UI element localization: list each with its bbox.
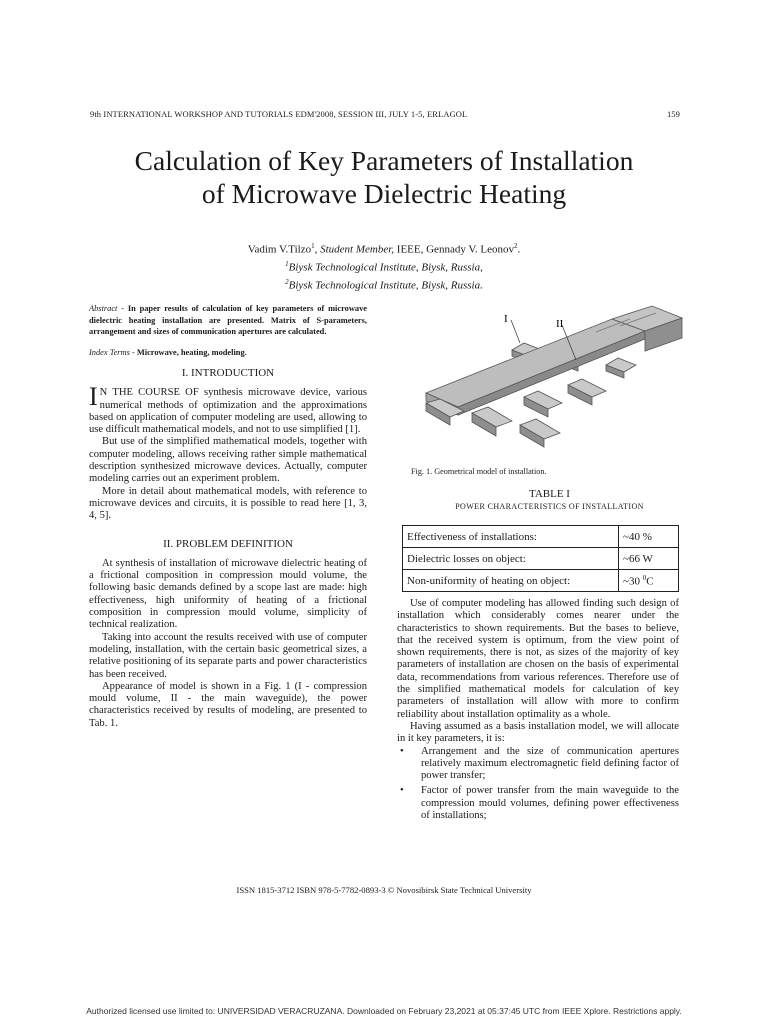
list-item: • Arrangement and the size of communication apertures relatively maximum electromagnetic field defining factor of power transfer; — [397, 746, 679, 783]
aff1-text: Biysk Technological Institute, Biysk, Russia, — [288, 261, 483, 274]
intro-caps: N THE COURSE OF — [99, 387, 199, 399]
page-number: 159 — [666, 109, 680, 119]
section-heading-introduction: I. INTRODUCTION — [181, 367, 275, 379]
table-subtitle: POWER CHARACTERISTICS OF INSTALLATION — [455, 502, 644, 511]
list-item: • Factor of power transfer from the main waveguide to the compression mould volumes, defining power effectiveness of installations; — [397, 785, 679, 822]
intro-paragraph-1 — [89, 382, 368, 436]
mould-volume-front-2 — [472, 407, 512, 436]
author-1-sup: 1 — [311, 242, 315, 250]
intro-paragraph-2: But use of the simplified mathematical models, together with computer modeling, allows receiving rather simple mathematical description synthesized microwave devices. Actually, computer modeling carries out an experiment problem. — [89, 436, 367, 485]
conference-line: 9th INTERNATIONAL WORKSHOP AND TUTORIALS EDM'2008, SESSION III, JULY 1-5, ERLAGOL — [90, 109, 468, 119]
value-unit: C — [646, 575, 654, 588]
index-terms-label: Index Terms — [89, 347, 130, 357]
table-cell-label: Effectiveness of installations: — [403, 526, 619, 548]
key-parameter-list — [397, 746, 679, 823]
aff2-text: Biysk Technological Institute, Biysk, Russia. — [288, 279, 483, 292]
aff2-sup: 2 — [285, 278, 289, 287]
abstract — [89, 303, 367, 338]
table-cell-label: Non-uniformity of heating on object: — [403, 570, 619, 592]
leader-line-1 — [511, 320, 520, 343]
author-names — [40, 239, 728, 257]
table-cell-value — [619, 570, 679, 592]
mould-volume-front-3 — [520, 419, 560, 447]
figure-label-1: I — [504, 313, 508, 325]
problem-paragraph-2: Taking into account the results received with use of computer modeling, installation, with the certain basic geometrical sizes, a relative positioning of its separate parts and power characteristics has been received. — [89, 631, 367, 680]
mould-volume-back-3 — [606, 358, 636, 378]
table-cell-label: Dielectric losses on object: — [403, 548, 619, 570]
installation-model-figure — [420, 305, 690, 455]
section-heading-problem: II. PROBLEM DEFINITION — [163, 537, 293, 550]
table-row — [403, 526, 679, 548]
left-column — [89, 303, 367, 730]
value-number: ~30 — [623, 575, 643, 588]
mould-volume-front-5 — [524, 391, 562, 417]
right-column — [397, 598, 679, 822]
authorization-notice: Authorized licensed use limited to: UNIVERSIDAD VERACRUZANA. Downloaded on February 23,2021 at 05:37:45 UTC from IEEE Xplore. Restrictions apply. — [86, 1006, 682, 1016]
table-title: TABLE I — [529, 488, 570, 500]
intro-p1-text: synthesis microwave device, various numerical methods of optimization and the approximations based on application of computer modeling are used, allowing to use difficult mathematical models, and not to use simplified [1]. — [89, 387, 368, 436]
index-terms-text: Microwave, heating, modeling. — [136, 347, 247, 357]
abstract-text: In paper results of calculation of key parameters of microwave dielectric heating installation are presented. Matrix of S-parameters, arrangement and sizes of communication apertures are calculated. — [89, 304, 367, 336]
aff1-sup: 1 — [285, 260, 289, 269]
issn-footer: ISSN 1815-3712 ISBN 978-5-7782-0893-3 © Novosibirsk State Technical University — [236, 885, 532, 895]
power-characteristics-table — [402, 525, 679, 592]
author-2: IEEE, Gennady V. Leonov — [394, 243, 515, 256]
figure-caption: Fig. 1. Geometrical model of installation. — [411, 467, 547, 476]
title-line-2: of Microwave Dielectric Heating — [201, 178, 567, 209]
right-paragraph-2: Having assumed as a basis installation model, we will allocate in it key parameters, it is: — [397, 720, 679, 745]
running-header — [90, 109, 680, 119]
abstract-dash: - — [117, 304, 128, 313]
author-end: . — [517, 243, 521, 256]
drop-cap: I — [89, 382, 98, 412]
table-row — [403, 548, 679, 570]
table-cell-value: ~40 % — [619, 526, 679, 548]
right-paragraph-1: Use of computer modeling has allowed finding such design of installation which considerably comes nearer under the characteristics to shown requirements. But the bases to believe, that the received system is optimum, from the view point of shown requirements, there is not, as sizes of the majority of key parameters of installation are chosen on the basis of experimental data, recommendations from various references. Therefore use of the simplified mathematical models for calculation of key parameters of installation will allow with more to confirm reliability about installation optimality as a whole. — [397, 598, 679, 720]
affiliation-1 — [40, 257, 728, 275]
abstract-label: Abstract — [89, 304, 118, 313]
index-terms — [89, 347, 367, 359]
mould-volume-front-4 — [568, 379, 606, 405]
degree-sup: 0 — [642, 573, 647, 582]
problem-paragraph-3: Appearance of model is shown in a Fig. 1 (I - compression mould volume, II - the main waveguide), the power characteristics received by results of modeling, are presented to Tab. 1. — [89, 680, 367, 729]
paper-title — [40, 144, 728, 210]
author-1: Vadim V.Tilzo — [247, 243, 312, 256]
member-grade: , Student Member, — [314, 243, 395, 256]
table-cell-value: ~66 W — [619, 548, 679, 570]
problem-paragraph-1: At synthesis of installation of microwave dielectric heating of a frictional composition in compression mould volume, the following basic demands defined by a scope last are made: high effectiveness, high uniformity of heating of a frictional composition in compression mould volume, simplicity of technical realization. — [89, 557, 367, 631]
author-2-sup: 2 — [514, 242, 518, 250]
affiliation-2 — [40, 275, 728, 293]
figure-label-2: II — [556, 318, 564, 330]
intro-paragraph-3: More in detail about mathematical models, with reference to microwave devices and circuits, it is possible to read here [1, 3, 4, 5]. — [89, 485, 367, 522]
index-terms-dash: - — [129, 347, 137, 357]
title-line-1: Calculation of Key Parameters of Installation — [134, 145, 634, 176]
table-row — [403, 570, 679, 592]
author-block — [40, 239, 728, 293]
